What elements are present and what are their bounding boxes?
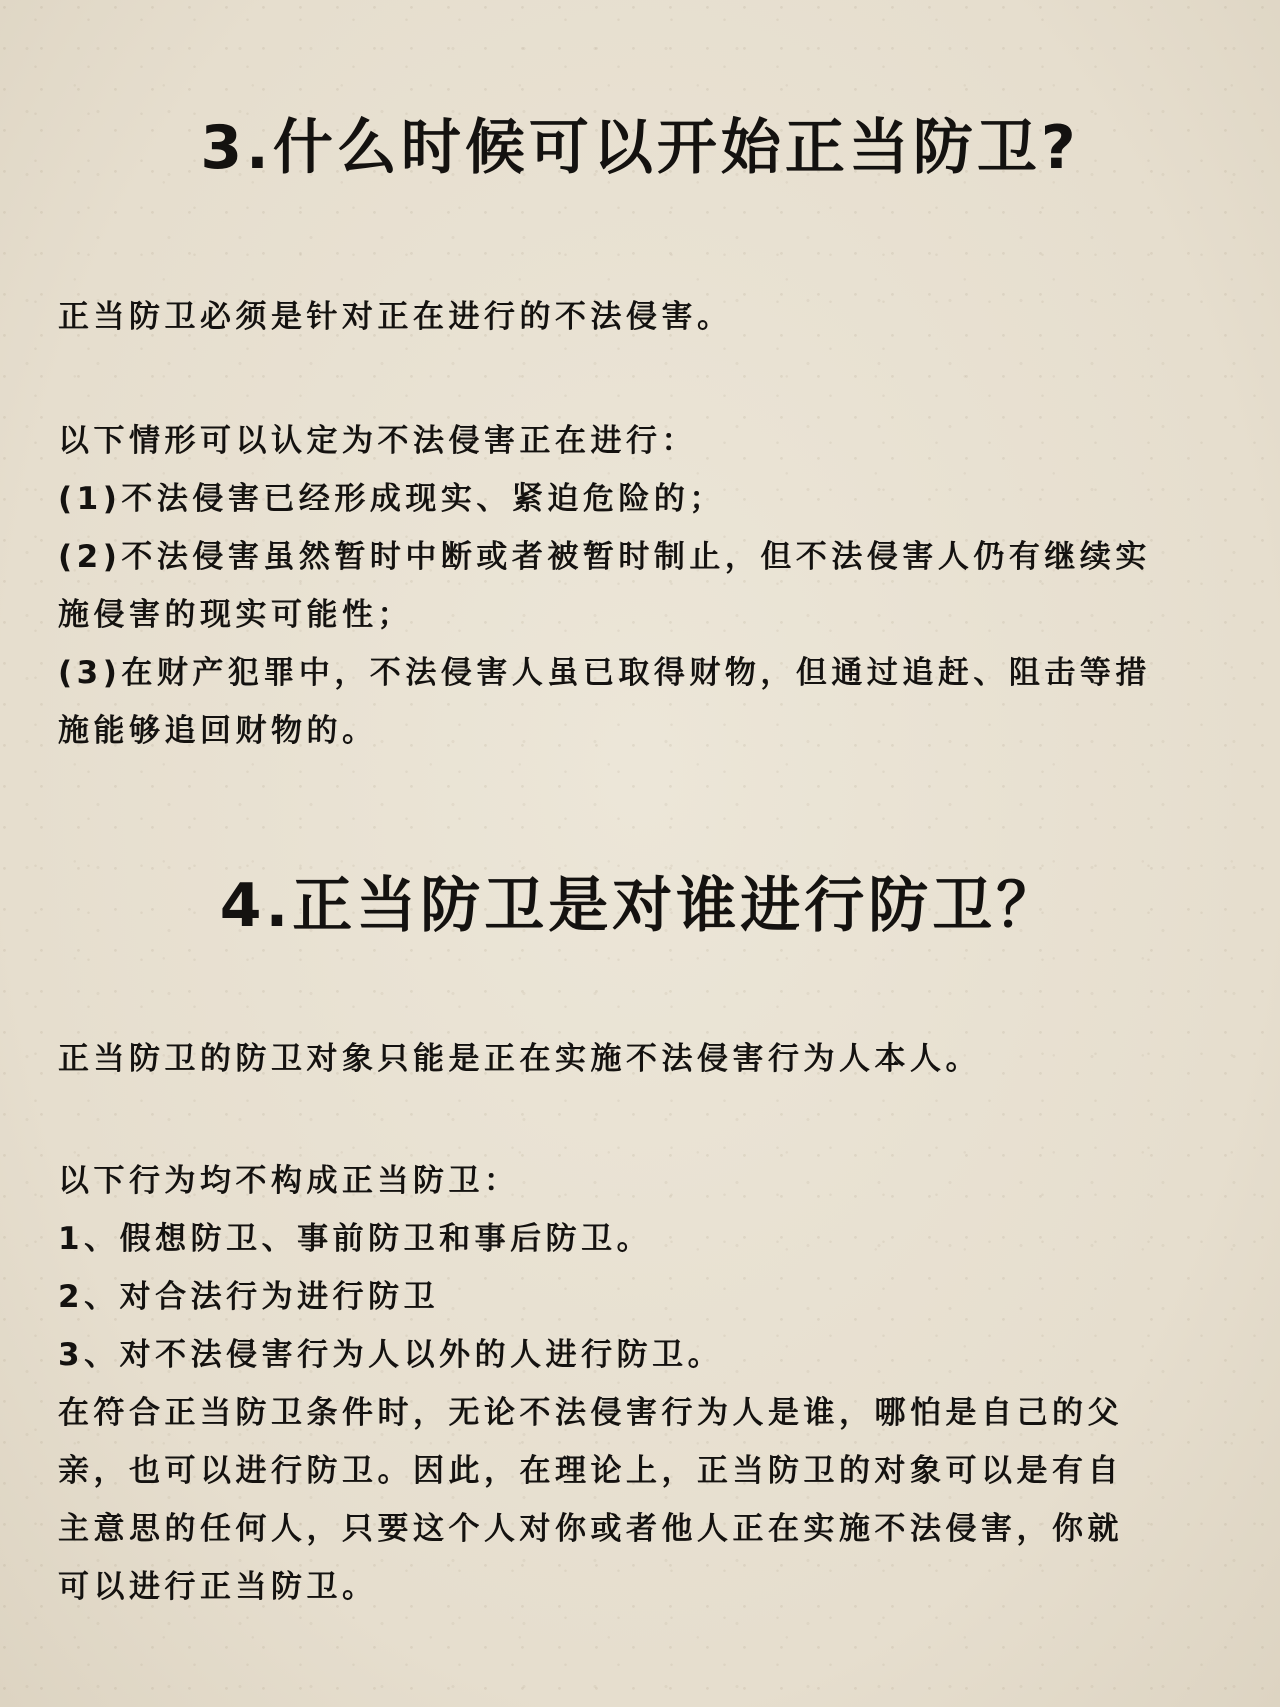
section-4-line: 3、对不法侵害行为人以外的人进行防卫。	[58, 1337, 724, 1373]
section-3-intro-text: 正当防卫必须是针对正在进行的不法侵害。	[58, 299, 733, 335]
section-4-line: 在符合正当防卫条件时，无论不法侵害行为人是谁，哪怕是自己的父	[58, 1395, 1123, 1431]
section-3-intro	[58, 288, 1208, 346]
section-4-list-intro: 以下行为均不构成正当防卫：	[58, 1163, 520, 1199]
section-3-list-intro: 以下情形可以认定为不法侵害正在进行：	[58, 423, 697, 459]
section-3-line: 施能够追回财物的。	[58, 713, 378, 749]
section-3-conditions	[58, 412, 1208, 760]
section-3-line: (2)不法侵害虽然暂时中断或者被暂时制止，但不法侵害人仍有继续实	[58, 539, 1151, 575]
section-4-conditions	[58, 1152, 1208, 1616]
section-4-intro	[58, 1030, 1208, 1088]
section-4-line: 2、对合法行为进行防卫	[58, 1279, 440, 1315]
section-4-line: 1、假想防卫、事前防卫和事后防卫。	[58, 1221, 653, 1257]
section-3-title: 3.什么时候可以开始正当防卫?	[200, 113, 1080, 183]
section-3-line: (3)在财产犯罪中，不法侵害人虽已取得财物，但通过追赶、阻击等措	[58, 655, 1151, 691]
section-4-title: 4.正当防卫是对谁进行防卫？	[219, 871, 1061, 941]
section-4-line: 可以进行正当防卫。	[58, 1569, 378, 1605]
section-4-line: 主意思的任何人，只要这个人对你或者他人正在实施不法侵害，你就	[58, 1511, 1123, 1547]
section-3-line: (1)不法侵害已经形成现实、紧迫危险的；	[58, 481, 725, 517]
section-4-intro-text: 正当防卫的防卫对象只能是正在实施不法侵害行为人本人。	[58, 1041, 981, 1077]
section-3-line: 施侵害的现实可能性；	[58, 597, 413, 633]
section-4-line: 亲，也可以进行防卫。因此，在理论上，正当防卫的对象可以是有自	[58, 1453, 1123, 1489]
